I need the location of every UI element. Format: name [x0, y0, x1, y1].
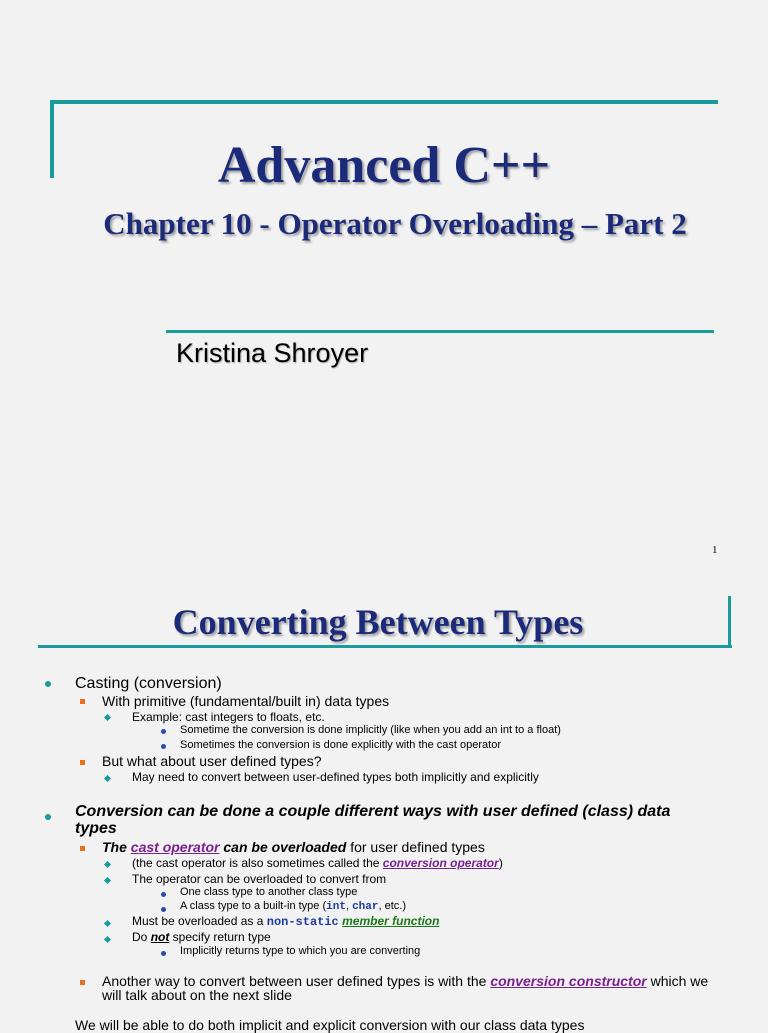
another-pre: Another way to convert between user defined types is with the	[102, 973, 491, 989]
author-name: Kristina Shroyer	[176, 338, 369, 368]
slide-1-subtitle: Chapter 10 - Operator Overloading – Part 2	[103, 206, 687, 241]
another-way-line-2: will talk about on the next slide	[102, 987, 292, 1003]
bullet-l3	[104, 936, 111, 943]
bullet-l1	[45, 814, 51, 820]
overloaded-convert-text: The operator can be overloaded to convert from	[132, 872, 387, 886]
builtin-comma: ,	[345, 900, 353, 912]
page-number: 1	[712, 544, 718, 556]
also-called-line	[132, 856, 503, 870]
builtin-post: , etc.)	[378, 900, 406, 912]
bullet-l4	[161, 907, 166, 912]
another-post: which we	[646, 973, 709, 989]
bullet-l4	[161, 729, 166, 734]
bullet-l2	[80, 980, 85, 985]
conversion-line-1: Conversion can be done a couple different ways with user defined (class) data	[75, 803, 671, 820]
one-class-text: One class type to another class type	[180, 886, 358, 898]
must-line	[132, 914, 439, 929]
implicitly-returns-text: Implicitly returns type to which you are converting	[180, 945, 421, 957]
title-bottom-rule	[38, 645, 732, 648]
not-emphasis: not	[150, 930, 170, 944]
int-keyword: int	[326, 901, 346, 913]
casting-text: Casting (conversion)	[75, 675, 222, 692]
cast-the: The	[102, 839, 131, 855]
primitive-text: With primitive (fundamental/built in) data types	[102, 693, 390, 709]
non-static-keyword: non-static	[266, 915, 339, 929]
bullet-l1	[45, 681, 51, 687]
do-post: specify return type	[169, 930, 271, 944]
cast-rest: can be overloaded	[219, 839, 347, 855]
explicit-text: Sometimes the conversion is done explicitly with the cast operator	[180, 739, 501, 751]
implicit-text: Sometime the conversion is done implicitly (like when you add an int to a float)	[180, 724, 561, 736]
bullet-l3	[104, 920, 111, 927]
example-text: Example: cast integers to floats, etc.	[132, 710, 325, 724]
bullet-l3	[104, 861, 111, 868]
title-right-rule	[728, 596, 731, 648]
bullet-l3	[104, 877, 111, 884]
slide-1-title: Advanced C++	[217, 137, 551, 194]
member-function-link[interactable]: member function	[342, 914, 440, 928]
bullet-l2	[80, 699, 85, 704]
must-pre: Must be overloaded as a	[132, 914, 267, 928]
builtin-line	[180, 900, 406, 913]
builtin-pre: A class type to a built-in type (	[180, 900, 327, 912]
bullet-l3	[104, 775, 111, 782]
user-defined-question: But what about user defined types?	[102, 753, 322, 769]
also-called-pre: (the cast operator is also sometimes called the	[132, 856, 383, 870]
conversion-constructor-link[interactable]: conversion constructor	[490, 973, 647, 989]
bullet-l3	[104, 714, 111, 721]
cast-operator-line	[102, 839, 485, 855]
do-pre: Do	[132, 930, 151, 944]
cast-operator-link[interactable]: cast operator	[130, 839, 220, 855]
author-rule	[166, 330, 714, 333]
also-called-post: )	[498, 856, 503, 870]
bullet-l2	[80, 846, 85, 851]
cast-tail: for user defined types	[346, 839, 485, 855]
conversion-operator-link[interactable]: conversion operator	[382, 856, 499, 870]
bullet-l4	[161, 892, 166, 897]
bullet-l4	[161, 951, 166, 956]
bullet-l4	[161, 744, 166, 749]
slide-2-title: Converting Between Types	[172, 602, 584, 642]
conversion-line-2: types	[75, 820, 117, 837]
may-need-text: May need to convert between user-defined types both implicitly and explicitly	[132, 770, 539, 784]
char-keyword: char	[352, 901, 379, 913]
cut-off-line: We will be able to do both implicit and explicit conversion with our class data types	[75, 1017, 585, 1033]
bullet-l2	[80, 760, 85, 765]
do-not-line	[132, 930, 271, 944]
top-rule	[50, 100, 718, 104]
